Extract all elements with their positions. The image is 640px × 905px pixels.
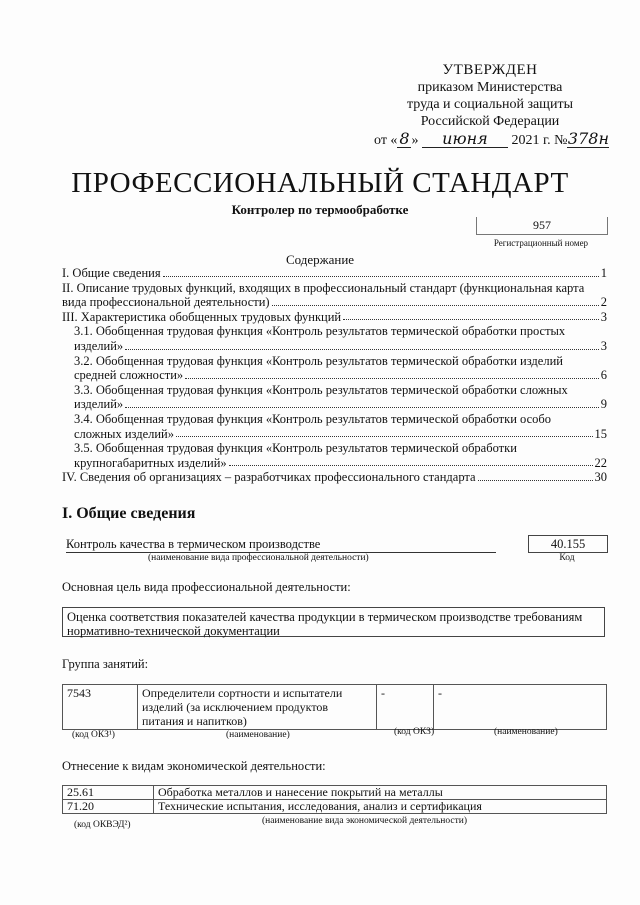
toc-item[interactable] <box>62 266 607 281</box>
document-subtitle: Контролер по термообработке <box>231 202 409 217</box>
toc-item-text-cont: изделий» <box>74 338 124 353</box>
okz-code-label-2: (код ОКЗ) <box>394 727 435 737</box>
registration-label: Регистрационный номер <box>493 238 589 248</box>
approval-block <box>374 62 609 149</box>
toc-item-page: 3 <box>600 309 607 324</box>
date-mid: » <box>411 133 419 148</box>
econ-activities-table <box>62 785 607 814</box>
approval-heading: УТВЕРЖДЕН <box>442 62 538 78</box>
okz-name: Определители сортности и испытатели изделий (за исключением продуктов питания и напитков) <box>138 685 377 730</box>
approval-date <box>374 129 609 149</box>
approval-line: Российской Федерации <box>420 114 560 129</box>
toc-item-text-cont: средней сложности» <box>74 368 184 383</box>
toc-item[interactable] <box>62 281 607 310</box>
toc-item[interactable] <box>62 470 607 485</box>
toc-item-page: 6 <box>600 368 607 383</box>
handwritten-month: июня <box>422 130 508 148</box>
toc-item-page: 2 <box>600 295 607 310</box>
document-title: ПРОФЕССИОНАЛЬНЫЙ СТАНДАРТ <box>71 167 569 199</box>
okved-name-label: (наименование вида экономической деятельности) <box>262 816 467 826</box>
toc-item[interactable] <box>62 412 607 441</box>
registration-number: 957 <box>476 217 608 235</box>
toc-item-text: 3.2. Обобщенная трудовая функция «Контроль результатов термической обработки изделий <box>74 353 563 368</box>
table-of-contents <box>62 266 607 485</box>
toc-item[interactable] <box>62 324 607 353</box>
toc-item-text: I. Общие сведения <box>62 266 161 280</box>
date-year: 2021 г. № <box>511 133 568 148</box>
handwritten-number: 378н <box>567 129 609 148</box>
okz-code-label: (код ОКЗ¹) <box>72 730 115 740</box>
toc-item-page: 22 <box>594 455 607 470</box>
toc-item[interactable] <box>62 354 607 383</box>
toc-item[interactable] <box>62 383 607 412</box>
okz-name-label-2: (наименование) <box>494 727 558 737</box>
okved-name: Технические испытания, исследования, анализ и сертификация <box>154 800 607 814</box>
activity-kind-label: (наименование вида профессиональной деятельности) <box>148 553 369 563</box>
activity-kind: Контроль качества в термическом производстве <box>66 537 496 553</box>
table-row <box>63 800 607 814</box>
toc-item-page: 15 <box>594 426 607 441</box>
date-prefix: от « <box>374 133 398 148</box>
purpose-label: Основная цель вида профессиональной деятельности: <box>62 580 351 594</box>
okved-name: Обработка металлов и нанесение покрытий на металлы <box>154 786 607 800</box>
toc-item-text-cont: изделий» <box>74 397 124 412</box>
toc-item-text-cont: сложных изделий» <box>74 426 174 441</box>
toc-item[interactable] <box>62 310 607 325</box>
toc-item-text: II. Описание трудовых функций, входящих в профессиональный стандарт (функциональная карта <box>62 280 585 295</box>
okz-code-2: - <box>377 685 434 730</box>
table-row <box>63 786 607 800</box>
toc-item-text-cont: вида профессиональной деятельности) <box>62 295 270 310</box>
toc-item-text: 3.4. Обобщенная трудовая функция «Контроль результатов термической обработки особо <box>74 411 551 426</box>
activity-code-label: Код <box>559 553 575 563</box>
toc-item-text: 3.1. Обобщенная трудовая функция «Контроль результатов термической обработки простых <box>74 324 566 339</box>
purpose-text: Оценка соответствия показателей качества продукции в термическом производстве требованиям нормативно-технической документации <box>62 607 605 637</box>
okz-code: 7543 <box>63 685 138 730</box>
toc-item-page: 1 <box>600 266 607 280</box>
econ-label: Отнесение к видам экономической деятельности: <box>62 759 326 773</box>
okved-code: 25.61 <box>63 786 154 800</box>
toc-item-text: III. Характеристика обобщенных трудовых функций <box>62 309 342 324</box>
table-row <box>63 685 607 730</box>
toc-item-text: 3.3. Обобщенная трудовая функция «Контроль результатов термической обработки сложных <box>74 382 568 397</box>
group-label: Группа занятий: <box>62 657 149 671</box>
toc-item-text-cont: крупногабаритных изделий» <box>74 455 227 470</box>
okz-name-2: - <box>434 685 607 730</box>
toc-item-text: IV. Сведения об организациях – разработчиках профессионального стандарта <box>62 470 476 485</box>
toc-item[interactable] <box>62 441 607 470</box>
okz-name-label: (наименование) <box>226 730 290 740</box>
approval-line: приказом Министерства <box>417 80 563 95</box>
section-heading: I. Общие сведения <box>62 505 196 522</box>
okved-code: 71.20 <box>63 800 154 814</box>
occupations-table <box>62 684 607 730</box>
toc-item-page: 30 <box>594 470 607 485</box>
toc-item-page: 9 <box>600 397 607 412</box>
toc-item-text: 3.5. Обобщенная трудовая функция «Контроль результатов термической обработки <box>74 441 517 456</box>
okved-code-label: (код ОКВЭД²) <box>74 820 131 830</box>
handwritten-day: 8 <box>399 129 410 148</box>
activity-code: 40.155 <box>528 535 608 553</box>
toc-item-page: 3 <box>600 338 607 353</box>
approval-line: труда и социальной защиты <box>407 97 573 112</box>
toc-heading: Содержание <box>285 252 355 267</box>
